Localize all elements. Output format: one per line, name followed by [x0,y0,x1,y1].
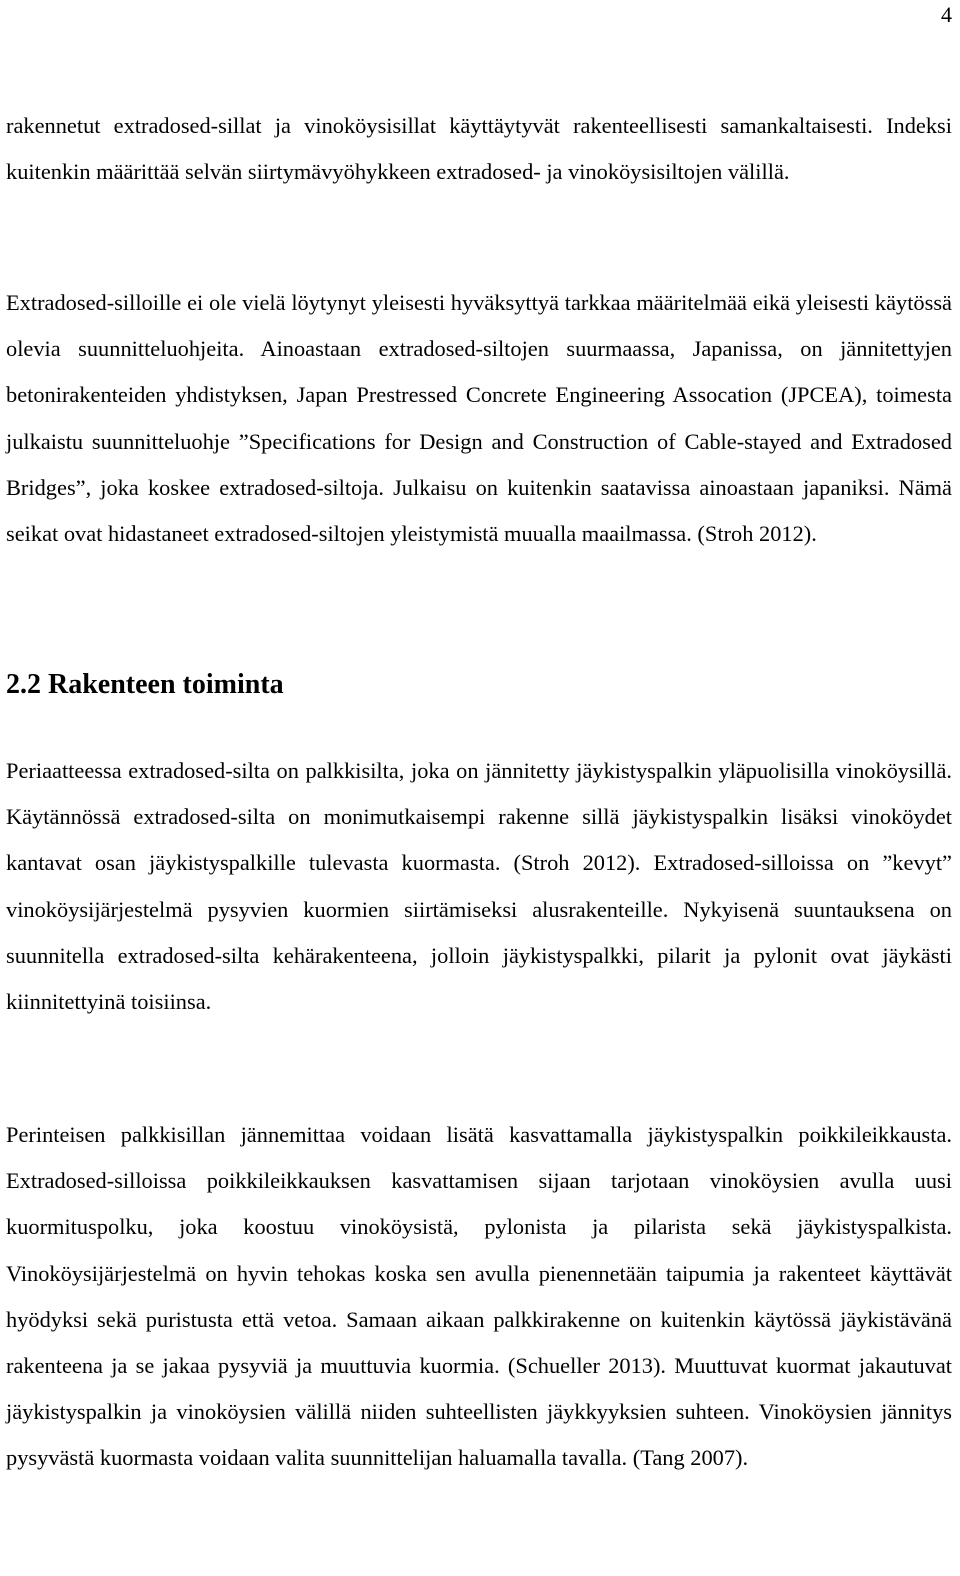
paragraph-load-path: Perinteisen palkkisillan jännemittaa voidaan lisätä kasvattamalla jäykistyspalkin poikkileikkausta. Extradosed-silloissa poikkileikkauksen kasvattamisen sijaan tarjotaan vinoköysien avulla uusi kuormituspolku, joka koostuu vinoköysistä, pylonista ja pilarista sekä jäykistyspalkista. Vinoköysijärjestelmä on hyvin tehokas koska sen avulla pienennetään taipumia ja rakenteet käyttävät hyödyksi sekä puristusta että vetoa. Samaan aikaan palkkirakenne on kuitenkin käytössä jäykistävänä rakenteena ja se jakaa pysyviä ja muuttuvia kuormia. (Schueller 2013). Muuttuvat kuormat jakautuvat jäykistyspalkin ja vinoköysien välillä niiden suhteellisten jäykkyyksien suhteen. Vinoköysien jännitys pysyvästä kuormasta voidaan valita suunnittelijan haluamalla tavalla. (Tang 2007). [6,1122,952,1471]
page-number: 4 [941,2,952,27]
section-heading: 2.2 Rakenteen toiminta [6,669,284,700]
paragraph-intro-continued: rakennetut extradosed-sillat ja vinoköysisillat käyttäytyvät rakenteellisesti samankaltaisesti. Indeksi kuitenkin määrittää selvän siirtymävyöhykkeen extradosed- ja vinoköysisiltojen välillä. [6,113,952,185]
paragraph-definition: Extradosed-silloille ei ole vielä löytynyt yleisesti hyväksyttyä tarkkaa määritelmää eikä yleisesti käytössä olevia suunnitteluohjeita. Ainoastaan extradosed-siltojen suurmaassa, Japanissa, on jännitettyjen betonirakenteiden yhdistyksen, Japan Prestressed Concrete Engineering Assocation (JPCEA), toimesta julkaistu suunnitteluohje ”Specifications for Design and Construction of Cable-stayed and Extradosed Bridges”, joka koskee extradosed-siltoja. Julkaisu on kuitenkin saatavissa ainoastaan japaniksi. Nämä seikat ovat hidastaneet extradosed-siltojen yleistymistä muualla maailmassa. (Stroh 2012). [6,290,952,547]
paragraph-structural-function: Periaatteessa extradosed-silta on palkkisilta, joka on jännitetty jäykistyspalkin yläpuolisilla vinoköysillä. Käytännössä extradosed-silta on monimutkaisempi rakenne sillä jäykistyspalkin lisäksi vinoköydet kantavat osan jäykistyspalkille tulevasta kuormasta. (Stroh 2012). Extradosed-silloissa on ”kevyt” vinoköysijärjestelmä pysyvien kuormien siirtämiseksi alusrakenteille. Nykyisenä suuntauksena on suunnitella extradosed-silta kehärakenteena, jolloin jäykistyspalkki, pilarit ja pylonit ovat jäykästi kiinnitettyinä toisiinsa. [6,758,952,1015]
